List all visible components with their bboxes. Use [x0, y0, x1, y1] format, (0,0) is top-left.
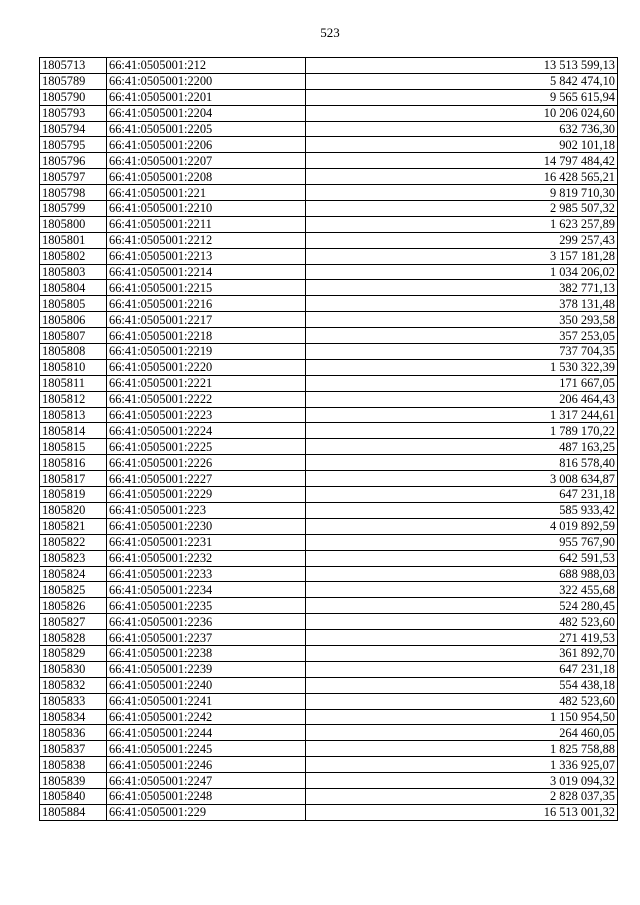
record-id-cell: 1805832 [40, 677, 107, 693]
record-id-cell: 1805816 [40, 455, 107, 471]
table-row [40, 375, 618, 391]
cadastral-value-cell: 322 455,68 [306, 582, 618, 598]
cadastral-number-cell: 66:41:0505001:2208 [107, 169, 306, 185]
cadastral-value-cell: 9 819 710,30 [306, 185, 618, 201]
table-row [40, 423, 618, 439]
table-row [40, 630, 618, 646]
record-id-cell: 1805806 [40, 312, 107, 328]
cadastral-value-cell: 3 008 634,87 [306, 471, 618, 487]
cadastral-number-cell: 66:41:0505001:2213 [107, 248, 306, 264]
record-id-cell: 1805833 [40, 693, 107, 709]
cadastral-number-cell: 66:41:0505001:2210 [107, 201, 306, 217]
cadastral-number-cell: 66:41:0505001:2212 [107, 232, 306, 248]
cadastral-number-cell: 66:41:0505001:2246 [107, 757, 306, 773]
table-row [40, 264, 618, 280]
cadastral-value-cell: 171 667,05 [306, 375, 618, 391]
table-row [40, 518, 618, 534]
cadastral-number-cell: 66:41:0505001:2218 [107, 328, 306, 344]
cadastral-value-cell: 2 828 037,35 [306, 788, 618, 804]
cadastral-number-cell: 66:41:0505001:2204 [107, 105, 306, 121]
table-row [40, 280, 618, 296]
record-id-cell: 1805798 [40, 185, 107, 201]
table-row [40, 216, 618, 232]
cadastral-number-cell: 66:41:0505001:229 [107, 804, 306, 820]
cadastral-value-cell: 955 767,90 [306, 534, 618, 550]
cadastral-value-cell: 688 988,03 [306, 566, 618, 582]
cadastral-value-cell: 361 892,70 [306, 645, 618, 661]
record-id-cell: 1805812 [40, 391, 107, 407]
table-row [40, 534, 618, 550]
cadastral-value-cell: 357 253,05 [306, 328, 618, 344]
record-id-cell: 1805815 [40, 439, 107, 455]
record-id-cell: 1805801 [40, 232, 107, 248]
record-id-cell: 1805811 [40, 375, 107, 391]
cadastral-value-cell: 299 257,43 [306, 232, 618, 248]
cadastral-number-cell: 66:41:0505001:2236 [107, 614, 306, 630]
record-id-cell: 1805825 [40, 582, 107, 598]
page-number: 523 [320, 25, 340, 40]
cadastral-number-cell: 66:41:0505001:2240 [107, 677, 306, 693]
cadastral-number-cell: 66:41:0505001:2226 [107, 455, 306, 471]
cadastral-value-cell: 585 933,42 [306, 502, 618, 518]
cadastral-value-cell: 482 523,60 [306, 614, 618, 630]
record-id-cell: 1805789 [40, 73, 107, 89]
record-id-cell: 1805805 [40, 296, 107, 312]
cadastral-value-cell: 487 163,25 [306, 439, 618, 455]
table-row [40, 105, 618, 121]
table-row [40, 502, 618, 518]
table-row [40, 487, 618, 503]
table-row [40, 598, 618, 614]
table-row [40, 455, 618, 471]
cadastral-value-cell: 1 825 758,88 [306, 741, 618, 757]
record-id-cell: 1805807 [40, 328, 107, 344]
cadastral-number-cell: 66:41:0505001:2223 [107, 407, 306, 423]
cadastral-number-cell: 66:41:0505001:2238 [107, 645, 306, 661]
cadastral-number-cell: 66:41:0505001:2215 [107, 280, 306, 296]
table-row [40, 73, 618, 89]
cadastral-number-cell: 66:41:0505001:2230 [107, 518, 306, 534]
cadastral-value-cell: 632 736,30 [306, 121, 618, 137]
table-row [40, 614, 618, 630]
cadastral-number-cell: 66:41:0505001:2241 [107, 693, 306, 709]
cadastral-number-cell: 66:41:0505001:2244 [107, 725, 306, 741]
cadastral-number-cell: 66:41:0505001:2206 [107, 137, 306, 153]
record-id-cell: 1805840 [40, 788, 107, 804]
table-row [40, 153, 618, 169]
cadastral-number-cell: 66:41:0505001:2227 [107, 471, 306, 487]
cadastral-value-cell: 524 280,45 [306, 598, 618, 614]
cadastral-value-cell: 350 293,58 [306, 312, 618, 328]
record-id-cell: 1805808 [40, 344, 107, 360]
record-id-cell: 1805822 [40, 534, 107, 550]
record-id-cell: 1805830 [40, 661, 107, 677]
cadastral-number-cell: 66:41:0505001:2221 [107, 375, 306, 391]
table-row [40, 725, 618, 741]
record-id-cell: 1805793 [40, 105, 107, 121]
table-row [40, 757, 618, 773]
cadastral-value-cell: 4 019 892,59 [306, 518, 618, 534]
record-id-cell: 1805836 [40, 725, 107, 741]
table-row [40, 248, 618, 264]
record-id-cell: 1805834 [40, 709, 107, 725]
record-id-cell: 1805797 [40, 169, 107, 185]
cadastral-number-cell: 66:41:0505001:2217 [107, 312, 306, 328]
cadastral-value-cell: 5 842 474,10 [306, 73, 618, 89]
record-id-cell: 1805829 [40, 645, 107, 661]
cadastral-value-cell: 382 771,13 [306, 280, 618, 296]
cadastral-number-cell: 66:41:0505001:2234 [107, 582, 306, 598]
record-id-cell: 1805819 [40, 487, 107, 503]
table-row [40, 709, 618, 725]
table-row [40, 645, 618, 661]
table-row [40, 566, 618, 582]
cadastral-value-cell: 264 460,05 [306, 725, 618, 741]
cadastral-number-cell: 66:41:0505001:2231 [107, 534, 306, 550]
table-row [40, 201, 618, 217]
cadastral-number-cell: 66:41:0505001:2220 [107, 359, 306, 375]
cadastral-value-cell: 1 317 244,61 [306, 407, 618, 423]
cadastral-number-cell: 66:41:0505001:2247 [107, 773, 306, 789]
cadastral-number-cell: 66:41:0505001:2232 [107, 550, 306, 566]
record-id-cell: 1805794 [40, 121, 107, 137]
cadastral-value-cell: 737 704,35 [306, 344, 618, 360]
cadastral-number-cell: 66:41:0505001:2239 [107, 661, 306, 677]
record-id-cell: 1805800 [40, 216, 107, 232]
table-row [40, 788, 618, 804]
record-id-cell: 1805838 [40, 757, 107, 773]
cadastral-value-cell: 9 565 615,94 [306, 89, 618, 105]
cadastral-number-cell: 66:41:0505001:2201 [107, 89, 306, 105]
record-id-cell: 1805823 [40, 550, 107, 566]
table-row [40, 232, 618, 248]
table-row [40, 693, 618, 709]
table-row [40, 471, 618, 487]
record-id-cell: 1805820 [40, 502, 107, 518]
table-row [40, 137, 618, 153]
table-row [40, 169, 618, 185]
cadastral-value-cell: 14 797 484,42 [306, 153, 618, 169]
table-row [40, 677, 618, 693]
record-id-cell: 1805839 [40, 773, 107, 789]
cadastral-number-cell: 66:41:0505001:2242 [107, 709, 306, 725]
cadastral-number-cell: 66:41:0505001:2207 [107, 153, 306, 169]
record-id-cell: 1805814 [40, 423, 107, 439]
table-row [40, 121, 618, 137]
record-id-cell: 1805817 [40, 471, 107, 487]
table-row [40, 439, 618, 455]
cadastral-number-cell: 66:41:0505001:221 [107, 185, 306, 201]
table-row [40, 407, 618, 423]
record-id-cell: 1805827 [40, 614, 107, 630]
table-row [40, 741, 618, 757]
table-row [40, 296, 618, 312]
record-id-cell: 1805837 [40, 741, 107, 757]
record-id-cell: 1805796 [40, 153, 107, 169]
record-id-cell: 1805804 [40, 280, 107, 296]
cadastral-value-cell: 1 789 170,22 [306, 423, 618, 439]
registry-table [39, 57, 618, 821]
table-row [40, 328, 618, 344]
cadastral-value-cell: 554 438,18 [306, 677, 618, 693]
record-id-cell: 1805824 [40, 566, 107, 582]
cadastral-value-cell: 378 131,48 [306, 296, 618, 312]
table-row [40, 89, 618, 105]
table-row [40, 391, 618, 407]
registry-table-body [40, 58, 618, 821]
cadastral-number-cell: 66:41:0505001:2245 [107, 741, 306, 757]
cadastral-value-cell: 3 019 094,32 [306, 773, 618, 789]
cadastral-number-cell: 66:41:0505001:2211 [107, 216, 306, 232]
cadastral-number-cell: 66:41:0505001:223 [107, 502, 306, 518]
table-row [40, 312, 618, 328]
record-id-cell: 1805713 [40, 58, 107, 74]
table-row [40, 185, 618, 201]
cadastral-value-cell: 1 623 257,89 [306, 216, 618, 232]
record-id-cell: 1805810 [40, 359, 107, 375]
table-row [40, 804, 618, 820]
cadastral-value-cell: 13 513 599,13 [306, 58, 618, 74]
cadastral-number-cell: 66:41:0505001:2237 [107, 630, 306, 646]
table-row [40, 344, 618, 360]
cadastral-number-cell: 66:41:0505001:2219 [107, 344, 306, 360]
record-id-cell: 1805828 [40, 630, 107, 646]
cadastral-value-cell: 16 513 001,32 [306, 804, 618, 820]
record-id-cell: 1805795 [40, 137, 107, 153]
cadastral-number-cell: 66:41:0505001:2233 [107, 566, 306, 582]
cadastral-value-cell: 1 530 322,39 [306, 359, 618, 375]
cadastral-number-cell: 66:41:0505001:2224 [107, 423, 306, 439]
cadastral-number-cell: 66:41:0505001:212 [107, 58, 306, 74]
cadastral-number-cell: 66:41:0505001:2216 [107, 296, 306, 312]
cadastral-value-cell: 271 419,53 [306, 630, 618, 646]
cadastral-value-cell: 206 464,43 [306, 391, 618, 407]
cadastral-number-cell: 66:41:0505001:2248 [107, 788, 306, 804]
cadastral-value-cell: 1 150 954,50 [306, 709, 618, 725]
cadastral-value-cell: 1 034 206,02 [306, 264, 618, 280]
cadastral-value-cell: 482 523,60 [306, 693, 618, 709]
record-id-cell: 1805821 [40, 518, 107, 534]
cadastral-value-cell: 647 231,18 [306, 661, 618, 677]
table-row [40, 773, 618, 789]
table-row [40, 58, 618, 74]
cadastral-value-cell: 2 985 507,32 [306, 201, 618, 217]
cadastral-number-cell: 66:41:0505001:2229 [107, 487, 306, 503]
cadastral-value-cell: 642 591,53 [306, 550, 618, 566]
cadastral-number-cell: 66:41:0505001:2225 [107, 439, 306, 455]
cadastral-number-cell: 66:41:0505001:2235 [107, 598, 306, 614]
cadastral-value-cell: 902 101,18 [306, 137, 618, 153]
cadastral-value-cell: 647 231,18 [306, 487, 618, 503]
cadastral-value-cell: 16 428 565,21 [306, 169, 618, 185]
table-row [40, 661, 618, 677]
table-row [40, 550, 618, 566]
record-id-cell: 1805826 [40, 598, 107, 614]
cadastral-value-cell: 3 157 181,28 [306, 248, 618, 264]
record-id-cell: 1805884 [40, 804, 107, 820]
cadastral-value-cell: 816 578,40 [306, 455, 618, 471]
cadastral-number-cell: 66:41:0505001:2200 [107, 73, 306, 89]
record-id-cell: 1805790 [40, 89, 107, 105]
table-row [40, 359, 618, 375]
cadastral-value-cell: 1 336 925,07 [306, 757, 618, 773]
record-id-cell: 1805803 [40, 264, 107, 280]
cadastral-value-cell: 10 206 024,60 [306, 105, 618, 121]
cadastral-number-cell: 66:41:0505001:2214 [107, 264, 306, 280]
table-row [40, 582, 618, 598]
cadastral-number-cell: 66:41:0505001:2222 [107, 391, 306, 407]
record-id-cell: 1805799 [40, 201, 107, 217]
record-id-cell: 1805813 [40, 407, 107, 423]
record-id-cell: 1805802 [40, 248, 107, 264]
cadastral-number-cell: 66:41:0505001:2205 [107, 121, 306, 137]
